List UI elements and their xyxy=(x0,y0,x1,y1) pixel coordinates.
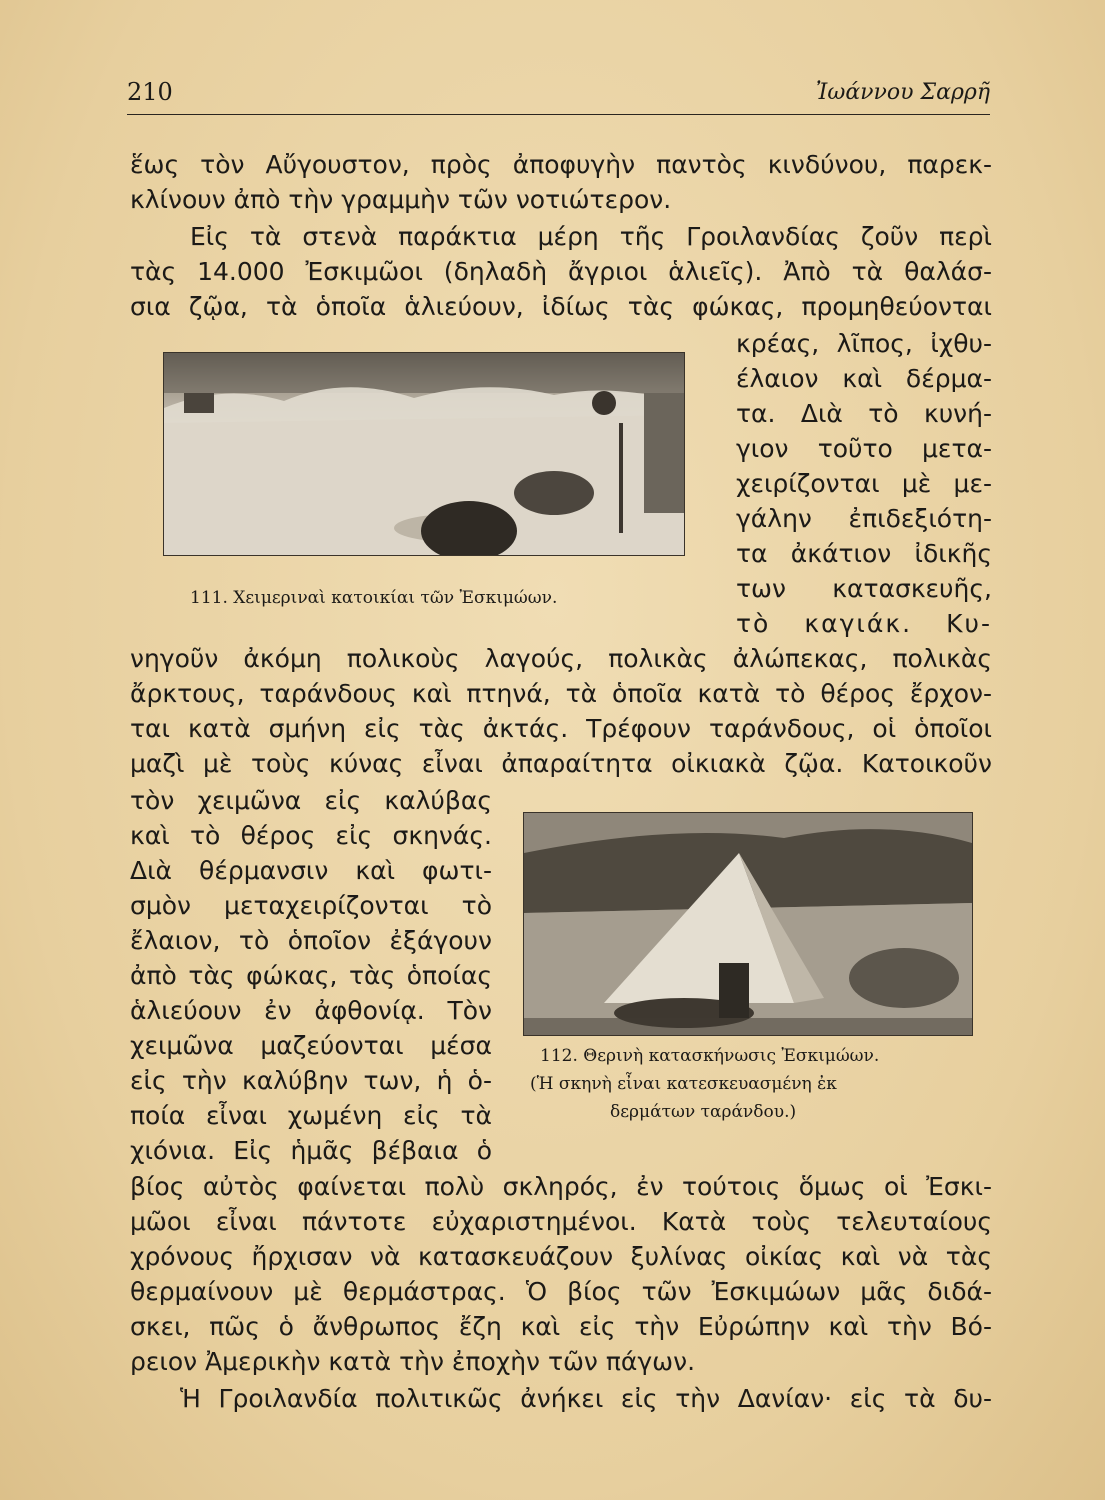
text-line: ἁλιεύουν ἐν ἀφθονίᾳ. Τὸν xyxy=(130,996,492,1025)
figure-111-caption: 111. Χειμεριναὶ κατοικίαι τῶν Ἐσκιμώων. xyxy=(190,588,558,608)
text-line: σια ζῷα, τὰ ὁποῖα ἁλιεύουν, ἰδίως τὰς φώκας, προμηθεύονται xyxy=(130,292,992,321)
text-line: χρόνους ἤρχισαν νὰ κατασκευάζουν ξυλίνας οἰκίας καὶ νὰ τὰς xyxy=(130,1242,992,1271)
text-line: ἕως τὸν Αὔγουστον, πρὸς ἀποφυγὴν παντὸς κινδύνου, παρεκ- xyxy=(130,150,992,179)
figure-112-photo xyxy=(523,812,973,1036)
text-line: ἀπὸ τὰς φώκας, τὰς ὁποίας xyxy=(130,961,492,990)
header-rule xyxy=(127,114,990,115)
text-line: ρειον Ἀμερικὴν κατὰ τὴν ἐποχὴν τῶν πάγων. xyxy=(130,1347,696,1376)
page-number: 210 xyxy=(127,78,173,106)
text-line: χειμῶνα μαζεύονται μέσα xyxy=(130,1031,492,1060)
text-line: εἰς τὴν καλύβην των, ἡ ὁ- xyxy=(130,1066,492,1095)
text-line: τὰς 14.000 Ἐσκιμῶοι (δηλαδὴ ἄγριοι ἁλιεῖς). Ἀπὸ τὰ θαλάσ- xyxy=(130,257,992,286)
text-line: τὸ καγιάκ. Κυ- xyxy=(736,609,992,638)
text-line: σμὸν μεταχειρίζονται τὸ xyxy=(130,891,492,920)
figure-112-caption-line-3: δερμάτων ταράνδου.) xyxy=(610,1102,797,1122)
text-line: Εἰς τὰ στενὰ παράκτια μέρη τῆς Γροιλανδίας ζοῦν περὶ xyxy=(190,222,992,251)
text-line: ἄρκτους, ταράνδους καὶ πτηνά, τὰ ὁποῖα κατὰ τὸ θέρος ἔρχον- xyxy=(130,679,992,708)
text-line: ποία εἶναι χωμένη εἰς τὰ xyxy=(130,1101,492,1130)
text-line: των κατασκευῆς, xyxy=(736,574,992,603)
text-line: κλίνουν ἀπὸ τὴν γραμμὴν τῶν νοτιώτερον. xyxy=(130,185,672,214)
figure-112-caption-line-2: (Ἡ σκηνὴ εἶναι κατεσκευασμένη ἐκ xyxy=(530,1074,837,1094)
text-line: ται κατὰ σμήνη εἰς τὰς ἀκτάς. Τρέφουν ταράνδους, οἱ ὁποῖοι xyxy=(130,714,992,743)
text-line: κρέας, λῖπος, ἰχθυ- xyxy=(736,329,992,358)
text-line: σκει, πῶς ὁ ἄνθρωπος ἔζη καὶ εἰς τὴν Εὐρώπην καὶ τὴν Βό- xyxy=(130,1312,992,1341)
text-line: τα ἀκάτιον ἰδικῆς xyxy=(736,539,992,568)
text-line: θερμαίνουν μὲ θερμάστρας. Ὁ βίος τῶν Ἐσκιμώων μᾶς διδά- xyxy=(130,1277,992,1306)
text-line: γάλην ἐπιδεξιότη- xyxy=(736,504,992,533)
text-line: νηγοῦν ἀκόμη πολικοὺς λαγούς, πολικὰς ἀλώπεκας, πολικὰς xyxy=(130,644,992,673)
text-line: ἔλαιον, τὸ ὁποῖον ἐξάγουν xyxy=(130,926,492,955)
text-line: καὶ τὸ θέρος εἰς σκηνάς. xyxy=(130,821,492,850)
text-line: γιον τοῦτο μετα- xyxy=(736,434,992,463)
text-line: χειρίζονται μὲ με- xyxy=(736,469,992,498)
text-line: μῶοι εἶναι πάντοτε εὐχαριστημένοι. Κατὰ τοὺς τελευταίους xyxy=(130,1207,992,1236)
text-line: βίος αὐτὸς φαίνεται πολὺ σκληρός, ἐν τούτοις ὅμως οἱ Ἐσκι- xyxy=(130,1172,992,1201)
text-line: Διὰ θέρμανσιν καὶ φωτι- xyxy=(130,856,492,885)
text-line: μαζὶ μὲ τοὺς κύνας εἶναι ἀπαραίτητα οἰκιακὰ ζῷα. Κατοικοῦν xyxy=(130,749,992,778)
running-head: Ἰωάννου Σαρρῆ xyxy=(815,80,990,105)
text-line: χιόνια. Εἰς ἡμᾶς βέβαια ὁ xyxy=(130,1136,492,1165)
text-line: Ἡ Γροιλανδία πολιτικῶς ἀνήκει εἰς τὴν Δανίαν· εἰς τὰ δυ- xyxy=(180,1384,992,1413)
figure-112-caption-line-1: 112. Θερινὴ κατασκήνωσις Ἐσκιμώων. xyxy=(540,1046,880,1066)
text-line: τὸν χειμῶνα εἰς καλύβας xyxy=(130,786,492,815)
text-line: τα. Διὰ τὸ κυνή- xyxy=(736,399,992,428)
text-line: έλαιον καὶ δέρμα- xyxy=(736,364,992,393)
figure-111-photo xyxy=(163,352,685,556)
